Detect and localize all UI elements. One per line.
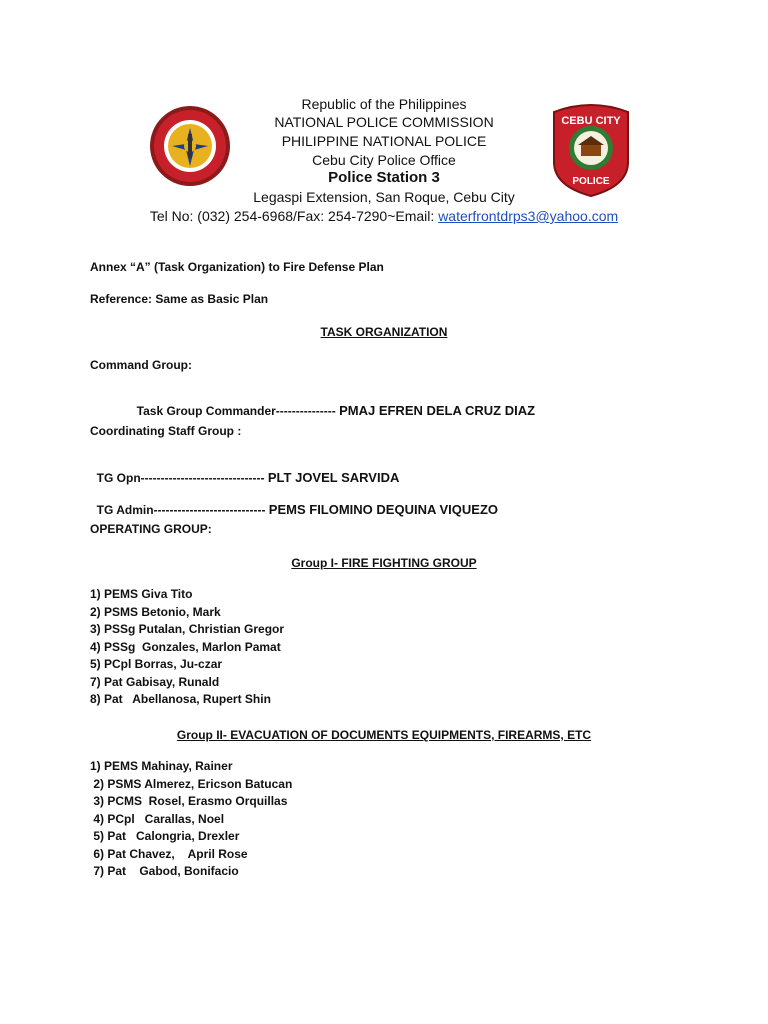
tg-opn-name: PLT JOVEL SARVIDA [267,470,400,485]
list-item: 5) Pat Calongria, Drexler [90,829,240,843]
svg-text:POLICE: POLICE [572,176,610,187]
email-link[interactable]: waterfrontdrps3@yahoo.com [438,208,619,224]
contact-text: Tel No: (032) 254-6968/Fax: 254-7290~Email: [149,208,439,224]
list-item: 6) Pat Chavez, April Rose [90,846,248,861]
task-group-commander-row [130,390,535,418]
tg-admin-label: TG Admin---------------------------- [96,503,266,517]
annex-heading: Annex “A” (Task Organization) to Fire Defense Plan [90,260,384,274]
tgc-label: Task Group Commander--------------- [136,404,336,418]
tgc-name: PMAJ EFREN DELA CRUZ DIAZ [339,403,536,418]
list-item: 3) PSSg Putalan, Christian Gregor [90,622,285,636]
group1-title: Group I- FIRE FIGHTING GROUP [291,556,477,570]
list-item: 3) PCMS Rosel, Erasmo Orquillas [90,794,288,808]
header-address: Legaspi Extension, San Roque, Cebu City [253,189,515,205]
list-item: 8) Pat Abellanosa, Rupert Shin [90,692,271,706]
header-line-cebu-office: Cebu City Police Office [312,152,456,168]
operating-group-heading: OPERATING GROUP: [90,522,212,536]
header-line-republic: Republic of the Philippines [301,96,467,112]
header-line-pnp: PHILIPPINE NATIONAL POLICE [281,133,487,149]
group1-list [90,586,284,709]
list-item: 7) Pat Gabod, Bonifacio [90,864,239,878]
header-station: Police Station 3 [328,169,440,186]
tg-opn-label: TG Opn------------------------------- [96,471,265,485]
header-line-napolcom: NATIONAL POLICE COMMISSION [274,114,494,130]
list-item: 2) PSMS Betonio, Mark [90,604,221,619]
tg-admin-row [90,489,498,517]
group2-title: Group II- EVACUATION OF DOCUMENTS EQUIPMENTS, FIREARMS, ETC [176,728,592,742]
task-organization-title: TASK ORGANIZATION [320,325,448,339]
list-item: 1) PEMS Giva Tito [90,587,193,601]
command-group-heading: Command Group: [90,358,192,372]
coordinating-staff-heading: Coordinating Staff Group : [90,424,242,438]
list-item: 2) PSMS Almerez, Ericson Batucan [90,776,293,791]
list-item: 4) PCpl Carallas, Noel [90,811,225,826]
list-item: 4) PSSg Gonzales, Marlon Pamat [90,639,281,654]
tg-admin-name: PEMS FILOMINO DEQUINA VIQUEZO [268,502,498,517]
tg-opn-row [90,457,399,485]
svg-text:CEBU CITY: CEBU CITY [561,115,621,127]
list-item: 5) PCpl Borras, Ju-czar [90,657,223,671]
reference-line: Reference: Same as Basic Plan [90,292,269,306]
list-item: 1) PEMS Mahinay, Rainer [90,759,233,773]
header-contact [0,207,768,225]
list-item: 7) Pat Gabisay, Runald [90,674,220,689]
group2-list [90,758,292,881]
